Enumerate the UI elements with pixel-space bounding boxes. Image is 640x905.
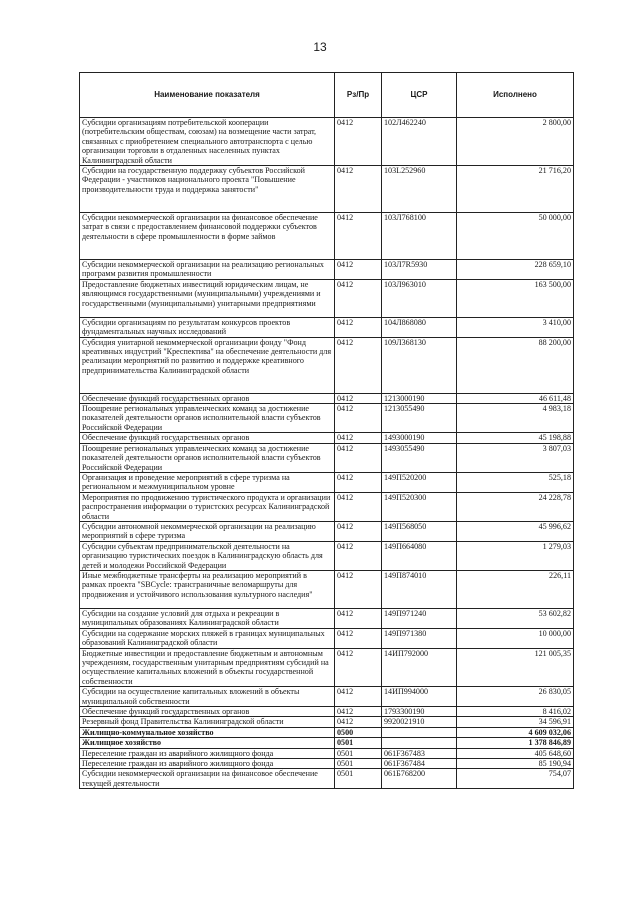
cell-csr: 103Л7R5930 <box>382 260 457 280</box>
cell-csr: 103Л963010 <box>382 279 457 317</box>
cell-name: Субсидии организациям по результатам конкурсов проектов фундаментальных научных исследований <box>80 317 335 337</box>
cell-name: Иные межбюджетные трансферты на реализацию мероприятий в рамках проекта "SBCycle: трансграничные веломаршруты для продвижения и устойчивого использования культурного наследия" <box>80 570 335 608</box>
cell-name: Организация и проведение мероприятий в сфере туризма на региональном и межмуниципальном уровне <box>80 472 335 492</box>
cell-name: Субсидии автономной некоммерческой организации на реализацию мероприятий в сфере туризма <box>80 521 335 541</box>
table-row <box>80 648 574 687</box>
cell-value: 53 602,82 <box>457 608 574 628</box>
cell-name: Предоставление бюджетных инвестиций юридическим лицам, не являющимся государственными (муниципальными) учреждениями и государственными (муниципальными) унитарными предприятиями <box>80 279 335 317</box>
table-row <box>80 279 574 317</box>
cell-csr: 9920021910 <box>382 717 457 727</box>
table-row <box>80 443 574 472</box>
cell-rzpr: 0412 <box>335 628 382 648</box>
cell-csr: 149П874010 <box>382 570 457 608</box>
cell-value: 4 609 032,06 <box>457 727 574 737</box>
cell-value: 88 200,00 <box>457 337 574 393</box>
page-number: 13 <box>313 40 327 54</box>
cell-name: Жилищно-коммунальное хозяйство <box>80 727 335 737</box>
cell-csr: 061F367483 <box>382 748 457 758</box>
table-row <box>80 717 574 727</box>
cell-name: Субсидии на создание условий для отдыха и рекреации в муниципальных образованиях Калининградской области <box>80 608 335 628</box>
table-row <box>80 628 574 648</box>
cell-name: Субсидии на содержание морских пляжей в границах муниципальных образований Калининградской области <box>80 628 335 648</box>
cell-csr: 1493055490 <box>382 443 457 472</box>
table-header-row <box>80 73 574 118</box>
cell-rzpr: 0412 <box>335 648 382 687</box>
cell-rzpr: 0412 <box>335 260 382 280</box>
cell-value: 3 410,00 <box>457 317 574 337</box>
cell-csr: 104Л868080 <box>382 317 457 337</box>
cell-rzpr: 0412 <box>335 541 382 570</box>
cell-name: Субсидии субъектам предпринимательской деятельности на организацию туристических поездок в Калининградскую область для детей и молодежи Российской Федерации <box>80 541 335 570</box>
cell-name: Поощрение региональных управленческих команд за достижение показателей деятельности органов исполнительной власти субъектов Российской Федерации <box>80 443 335 472</box>
cell-rzpr: 0412 <box>335 492 382 521</box>
cell-value: 121 005,35 <box>457 648 574 687</box>
cell-value: 754,07 <box>457 769 574 789</box>
cell-rzpr: 0412 <box>335 521 382 541</box>
cell-rzpr: 0412 <box>335 213 382 260</box>
table-row <box>80 260 574 280</box>
cell-csr: 149П971380 <box>382 628 457 648</box>
cell-value: 4 983,18 <box>457 404 574 433</box>
header-value: Исполнено <box>457 73 574 118</box>
cell-rzpr: 0501 <box>335 748 382 758</box>
cell-value: 10 000,00 <box>457 628 574 648</box>
cell-name: Обеспечение функций государственных органов <box>80 707 335 717</box>
cell-rzpr: 0412 <box>335 608 382 628</box>
cell-rzpr: 0412 <box>335 433 382 443</box>
cell-rzpr: 0412 <box>335 717 382 727</box>
table-row <box>80 759 574 769</box>
cell-value: 163 500,00 <box>457 279 574 317</box>
cell-csr: 061Б768200 <box>382 769 457 789</box>
cell-name: Субсидии на государственную поддержку субъектов Российской Федерации - участников национального проекта "Повышение производительности труда и поддержка занятости" <box>80 166 335 213</box>
cell-name: Субсидии некоммерческой организации на реализацию региональных программ развития промышленности <box>80 260 335 280</box>
cell-rzpr: 0500 <box>335 727 382 737</box>
table-row <box>80 748 574 758</box>
table-row <box>80 541 574 570</box>
cell-name: Субсидии некоммерческой организации на финансовое обеспечение текущей деятельности <box>80 769 335 789</box>
cell-name: Обеспечение функций государственных органов <box>80 393 335 403</box>
cell-value: 405 648,60 <box>457 748 574 758</box>
cell-rzpr: 0412 <box>335 279 382 317</box>
table-row <box>80 492 574 521</box>
cell-name: Поощрение региональных управленческих команд за достижение показателей деятельности органов исполнительной власти субъектов Российской Федерации <box>80 404 335 433</box>
cell-name: Субсидии на осуществление капитальных вложений в объекты муниципальной собственности <box>80 687 335 707</box>
cell-value: 21 716,20 <box>457 166 574 213</box>
cell-rzpr: 0412 <box>335 118 382 166</box>
header-csr: ЦСР <box>382 73 457 118</box>
cell-name: Мероприятия по продвижению туристического продукта и организации распространения информации о туристских ресурсах Калининградской области <box>80 492 335 521</box>
cell-name: Резервный фонд Правительства Калининградской области <box>80 717 335 727</box>
cell-rzpr: 0412 <box>335 166 382 213</box>
cell-rzpr: 0501 <box>335 769 382 789</box>
cell-csr: 109Л368130 <box>382 337 457 393</box>
table-row <box>80 687 574 707</box>
cell-csr: 149П520300 <box>382 492 457 521</box>
cell-name: Обеспечение функций государственных органов <box>80 433 335 443</box>
cell-name: Бюджетные инвестиции и предоставление бюджетным и автономным учреждениям, государственным унитарным предприятиям субсидий на осуществление капитальных вложений в объекты государственной собственности <box>80 648 335 687</box>
table-row <box>80 337 574 393</box>
cell-csr: 149П664080 <box>382 541 457 570</box>
cell-value: 50 000,00 <box>457 213 574 260</box>
cell-value: 525,18 <box>457 472 574 492</box>
cell-value: 3 807,03 <box>457 443 574 472</box>
cell-value: 45 198,88 <box>457 433 574 443</box>
cell-value: 85 190,94 <box>457 759 574 769</box>
cell-value: 8 416,02 <box>457 707 574 717</box>
table-row <box>80 521 574 541</box>
cell-value: 228 659,10 <box>457 260 574 280</box>
table-row <box>80 213 574 260</box>
table-row <box>80 118 574 166</box>
cell-rzpr: 0412 <box>335 393 382 403</box>
cell-name: Переселение граждан из аварийного жилищного фонда <box>80 748 335 758</box>
cell-rzpr: 0412 <box>335 337 382 393</box>
cell-csr: 1213055490 <box>382 404 457 433</box>
budget-table <box>79 72 574 789</box>
cell-rzpr: 0412 <box>335 570 382 608</box>
cell-value: 1 378 846,89 <box>457 738 574 748</box>
cell-csr <box>382 727 457 737</box>
table-row <box>80 404 574 433</box>
table-row <box>80 608 574 628</box>
table-row <box>80 317 574 337</box>
table-row <box>80 707 574 717</box>
cell-value: 226,11 <box>457 570 574 608</box>
cell-rzpr: 0501 <box>335 759 382 769</box>
cell-csr: 1493000190 <box>382 433 457 443</box>
cell-csr: 1213000190 <box>382 393 457 403</box>
header-rzpr: Рз/Пр <box>335 73 382 118</box>
cell-name: Субсидия унитарной некоммерческой организации фонду "Фонд креативных индустрий "Креспектива" на обеспечение деятельности для реализации мероприятий по развитию и поддержке креативного предпринимательства Калининградской области <box>80 337 335 393</box>
cell-name: Переселение граждан из аварийного жилищного фонда <box>80 759 335 769</box>
cell-rzpr: 0412 <box>335 707 382 717</box>
cell-value: 34 596,91 <box>457 717 574 727</box>
cell-csr: 061F367484 <box>382 759 457 769</box>
cell-csr: 149П971240 <box>382 608 457 628</box>
cell-value: 26 830,05 <box>457 687 574 707</box>
cell-name: Субсидии организациям потребительской кооперации (потребительским обществам, союзам) на возмещение части затрат, связанных с приобретением специального автотранспорта с целью организации торговли в отдаленных населенных пунктах Калининградской области <box>80 118 335 166</box>
cell-value: 2 800,00 <box>457 118 574 166</box>
cell-value: 24 228,78 <box>457 492 574 521</box>
cell-csr: 1793300190 <box>382 707 457 717</box>
table-row <box>80 738 574 748</box>
table-row <box>80 393 574 403</box>
cell-rzpr: 0412 <box>335 443 382 472</box>
table-row <box>80 769 574 789</box>
cell-csr: 149П568050 <box>382 521 457 541</box>
table-row <box>80 570 574 608</box>
cell-value: 1 279,03 <box>457 541 574 570</box>
table-row <box>80 727 574 737</box>
cell-rzpr: 0412 <box>335 472 382 492</box>
cell-csr: 103Л768100 <box>382 213 457 260</box>
table-row <box>80 166 574 213</box>
cell-csr <box>382 738 457 748</box>
header-name: Наименование показателя <box>80 73 335 118</box>
cell-name: Субсидии некоммерческой организации на финансовое обеспечение затрат в связи с предоставлением финансовой поддержки субъектов деятельности в сфере промышленности в форме займов <box>80 213 335 260</box>
table-row <box>80 472 574 492</box>
cell-value: 46 611,48 <box>457 393 574 403</box>
cell-value: 45 996,62 <box>457 521 574 541</box>
cell-rzpr: 0412 <box>335 404 382 433</box>
cell-rzpr: 0501 <box>335 738 382 748</box>
cell-name: Жилищное хозяйство <box>80 738 335 748</box>
table-row <box>80 433 574 443</box>
cell-csr: 14ИП994000 <box>382 687 457 707</box>
cell-rzpr: 0412 <box>335 317 382 337</box>
cell-csr: 149П520200 <box>382 472 457 492</box>
cell-rzpr: 0412 <box>335 687 382 707</box>
cell-csr: 102Л462240 <box>382 118 457 166</box>
cell-csr: 14ИП792000 <box>382 648 457 687</box>
cell-csr: 103L252960 <box>382 166 457 213</box>
